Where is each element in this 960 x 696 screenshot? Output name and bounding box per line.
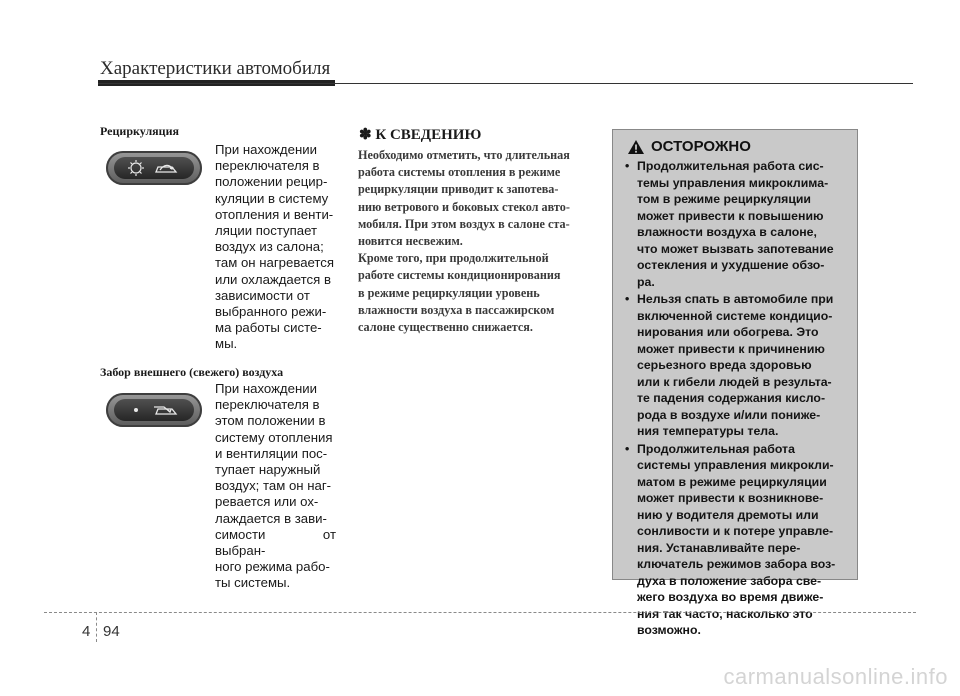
bullet-icon: •	[625, 292, 630, 306]
car-recirculation-icon	[156, 165, 176, 172]
chapter-number: 4	[82, 623, 91, 640]
warning-header	[627, 138, 751, 155]
recirculation-switch	[106, 151, 202, 185]
fresh-air-description: При нахождении переключателя в этом положении в систему отопления и вентиляции пос- тупает наружный воздух; там он наг- ревается или ох- лаждается в зави- симости от выбран- ного режима рабо- ты системы.	[215, 381, 336, 591]
page-number-separator	[96, 612, 97, 642]
watermark: carmanualsonline.info	[723, 664, 948, 689]
warning-title: ОСТОРОЖНО	[651, 138, 751, 155]
header-rule	[98, 83, 913, 84]
bullet-icon: •	[625, 441, 630, 456]
fresh-air-heading: Забор внешнего (свежего) воздуха	[100, 365, 284, 379]
header-title: Характеристики автомобиля	[100, 58, 331, 79]
info-text: Необходимо отметить, что длительная работа системы отопления в режиме рециркуляции приводит к запотева- нию ветрового и боковых стекол авто- мобиля. При этом воздух в салоне ста- новится несвежим. Кроме того, при продолжительной работе системы кондиционирования в режиме рециркуляции уровень влажности воздуха в пассажирском салоне существенно снижается.	[358, 148, 570, 335]
recirculation-heading: Рециркуляция	[100, 124, 179, 138]
warning-item: • Нельзя спать в автомобиле при включенной системе кондицио- нирования или обогрева. Это может привести к причинению серьезного вреда здоровью или к гибели людей в результа- те падения содержания кисло- рода в воздухе и/или пониже- ния температуры тела.	[625, 292, 834, 438]
warning-triangle-icon	[627, 139, 645, 155]
recirculation-indicator-icon	[131, 163, 141, 173]
warning-list	[625, 158, 853, 640]
page-number: 94	[103, 623, 120, 640]
warning-box	[612, 129, 858, 637]
bullet-icon: •	[625, 159, 630, 173]
warning-item: • Продолжительная работа сис- темы управления микроклима- том в режиме рециркуляции может привести к повышению влажности воздуха в салоне, что может вызвать запотевание остекления и ухудшение обзо- ра.	[625, 159, 834, 289]
fresh-air-switch	[106, 393, 202, 427]
car-fresh-air-icon	[154, 407, 176, 414]
fresh-air-indicator-icon	[134, 408, 138, 412]
warning-item: • Продолжительная работа системы управления микрокли- матом в режиме рециркуляции может привести к возникнове- нию у водителя дремоты или сонливости и к потере управле- ния. Устанавливайте пере- ключатель режимов забора воз- духа в положение забора све- жего воздуха во время движе- ния так часто, насколько это возможно.	[625, 441, 836, 637]
info-heading: ✽ К СВЕДЕНИЮ	[359, 127, 482, 143]
recirculation-description: При нахождении переключателя в положении рецир- куляции в систему отопления и венти- ляции поступает воздух из салона; там он нагревается или охлаждается в зависимости от выбранного режи- ма работы систе- мы.	[215, 142, 335, 352]
footer-rule	[44, 612, 916, 613]
